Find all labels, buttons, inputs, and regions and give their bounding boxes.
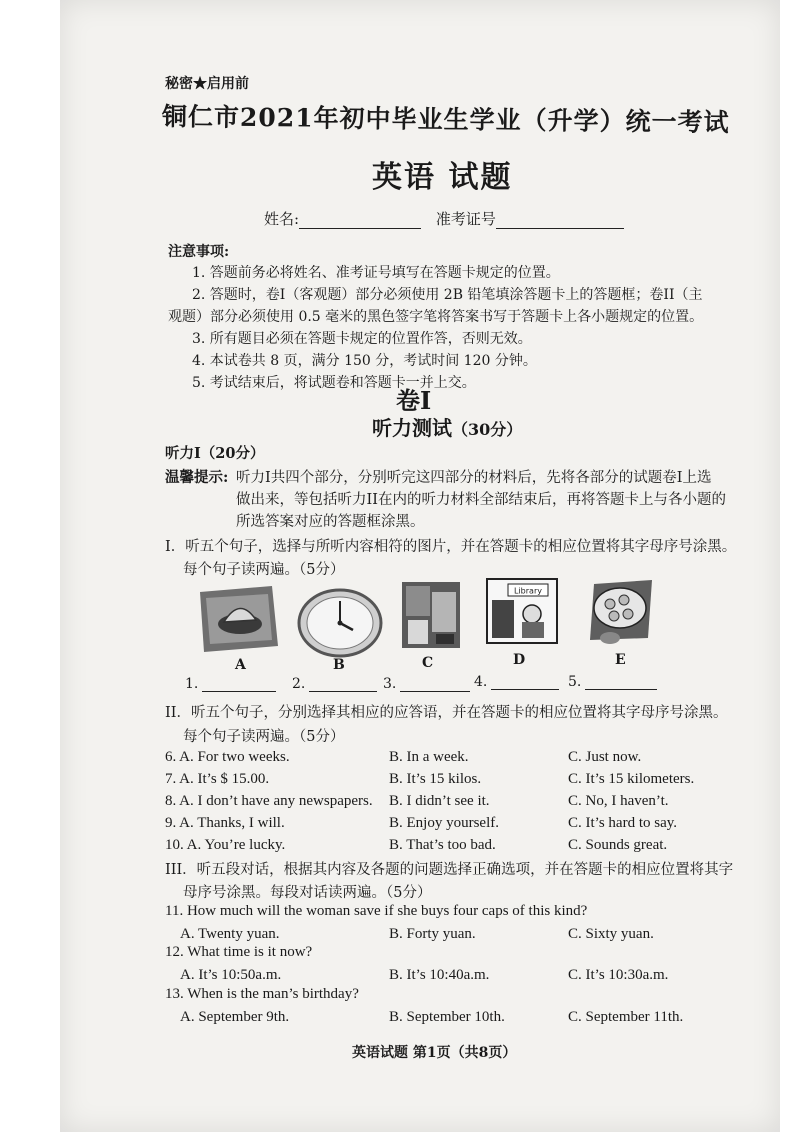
listening-points: （30分） bbox=[452, 420, 523, 439]
question-13-option-c: C. September 11th. bbox=[568, 1009, 684, 1025]
question-8-option-a: 8. A. I don’t have any newspapers. bbox=[165, 793, 373, 809]
question-7-option-a: 7. A. It’s $ 15.00. bbox=[165, 771, 270, 787]
question-6-option-a: 6. A. For two weeks. bbox=[165, 749, 290, 765]
note-item: 5. 考试结束后，将试题卷和答题卡一并上交。 bbox=[192, 375, 476, 391]
section3-instruction-2: 母序号涂黑。每段对话读两遍。（5分） bbox=[183, 885, 432, 901]
picture-a-hat-icon bbox=[196, 584, 280, 654]
picture-label: A bbox=[235, 657, 246, 673]
note-item: 4. 本试卷共 8 页，满分 150 分，考试时间 120 分钟。 bbox=[192, 353, 537, 369]
tip-line: 听力I共四个部分，分别听完这四部分的材料后，先将各部分的试题卷I上选 bbox=[236, 470, 712, 486]
volume-heading: 卷I bbox=[396, 386, 432, 415]
question-6-option-c: C. Just now. bbox=[568, 749, 642, 765]
section2-instruction: II．听五个句子，分别选择其相应的应答语，并在答题卡的相应位置将其字母序号涂黑。 bbox=[165, 705, 728, 721]
question-11-option-b: B. Forty yuan. bbox=[389, 926, 476, 942]
picture-b-clock-icon bbox=[297, 588, 383, 658]
library-sign: Library bbox=[514, 586, 542, 596]
picture-d-library-icon bbox=[486, 578, 558, 644]
exam-title: 铜仁市2021年初中毕业生学业（升学）统一考试 bbox=[161, 102, 730, 137]
note-item: 2. 答题时，卷I（客观题）部分必须使用 2B 铅笔填涂答题卡上的答题框；卷II（主 bbox=[192, 287, 703, 303]
question-13-option-a: A. September 9th. bbox=[180, 1009, 290, 1025]
section2-instruction-2: 每个句子读两遍。（5分） bbox=[183, 729, 345, 745]
answer-blank-3[interactable]: 3. bbox=[383, 676, 470, 692]
picture-e-food-icon bbox=[584, 578, 656, 648]
picture-label: D bbox=[513, 652, 526, 668]
picture-c-street-icon bbox=[402, 582, 460, 648]
name-blank bbox=[299, 212, 421, 229]
question-13-stem: 13. When is the man’s birthday? bbox=[165, 986, 359, 1002]
tip-label: 温馨提示: bbox=[165, 469, 229, 486]
section1-instruction: I．听五个句子，选择与所听内容相符的图片，并在答题卡的相应位置将其字母序号涂黑。 bbox=[165, 539, 737, 555]
question-11-option-c: C. Sixty yuan. bbox=[568, 926, 654, 942]
page-footer: 英语试题 第1页（共8页） bbox=[352, 1045, 517, 1061]
tip-line: 做出来，等包括听力II在内的听力材料全部结束后，再将答题卡上与各小题的 bbox=[236, 492, 726, 508]
question-11-stem: 11. How much will the woman save if she buys four caps of this kind? bbox=[165, 903, 588, 919]
listening-part1-label: 听力I（20分） bbox=[165, 445, 265, 462]
section1-instruction-2: 每个句子读两遍。（5分） bbox=[183, 562, 345, 578]
question-6-option-b: B. In a week. bbox=[389, 749, 469, 765]
question-12-option-c: C. It’s 10:30a.m. bbox=[568, 967, 669, 983]
question-12-stem: 12. What time is it now? bbox=[165, 944, 313, 960]
secret-mark: 秘密★启用前 bbox=[165, 76, 249, 92]
tip-line: 所选答案对应的答题框涂黑。 bbox=[236, 514, 425, 530]
question-10-option-a: 10. A. You’re lucky. bbox=[165, 837, 286, 853]
picture-label: B bbox=[333, 657, 345, 673]
listening-heading bbox=[372, 412, 522, 441]
subject-title: 英语 试题 bbox=[372, 160, 513, 195]
answer-blank-4[interactable]: 4. bbox=[474, 674, 559, 690]
answer-blank-2[interactable]: 2. bbox=[292, 676, 377, 692]
name-row bbox=[264, 208, 624, 229]
question-9-option-c: C. It’s hard to say. bbox=[568, 815, 678, 831]
question-10-option-b: B. That’s too bad. bbox=[389, 837, 496, 853]
notes-title: 注意事项: bbox=[168, 244, 230, 260]
listening-title: 听力测试 bbox=[372, 416, 452, 440]
section3-instruction: III．听五段对话，根据其内容及各题的问题选择正确选项，并在答题卡的相应位置将其字 bbox=[165, 862, 734, 878]
question-7-option-b: B. It’s 15 kilos. bbox=[389, 771, 482, 787]
question-13-option-b: B. September 10th. bbox=[389, 1009, 505, 1025]
question-10-option-c: C. Sounds great. bbox=[568, 837, 668, 853]
picture-label: C bbox=[422, 655, 434, 671]
note-item: 观题）部分必须使用 0.5 毫米的黑色签字笔将答案书写于答题卡上各小题规定的位置。 bbox=[168, 309, 704, 325]
question-8-option-c: C. No, I haven’t. bbox=[568, 793, 669, 809]
picture-label: E bbox=[615, 652, 626, 668]
id-label: 准考证号 bbox=[435, 210, 496, 228]
answer-blank-5[interactable]: 5. bbox=[568, 674, 657, 690]
question-8-option-b: B. I didn’t see it. bbox=[389, 793, 490, 809]
question-7-option-c: C. It’s 15 kilometers. bbox=[568, 771, 695, 787]
question-9-option-a: 9. A. Thanks, I will. bbox=[165, 815, 285, 831]
question-11-option-a: A. Twenty yuan. bbox=[180, 926, 280, 942]
question-12-option-a: A. It’s 10:50a.m. bbox=[180, 967, 282, 983]
question-9-option-b: B. Enjoy yourself. bbox=[389, 815, 499, 831]
id-blank bbox=[496, 212, 624, 229]
question-12-option-b: B. It’s 10:40a.m. bbox=[389, 967, 490, 983]
note-item: 3. 所有题目必须在答题卡规定的位置作答，否则无效。 bbox=[192, 331, 532, 347]
note-item: 1. 答题前务必将姓名、准考证号填写在答题卡规定的位置。 bbox=[192, 265, 560, 281]
name-label: 姓名: bbox=[264, 210, 300, 228]
answer-blank-1[interactable]: 1. bbox=[185, 676, 276, 692]
